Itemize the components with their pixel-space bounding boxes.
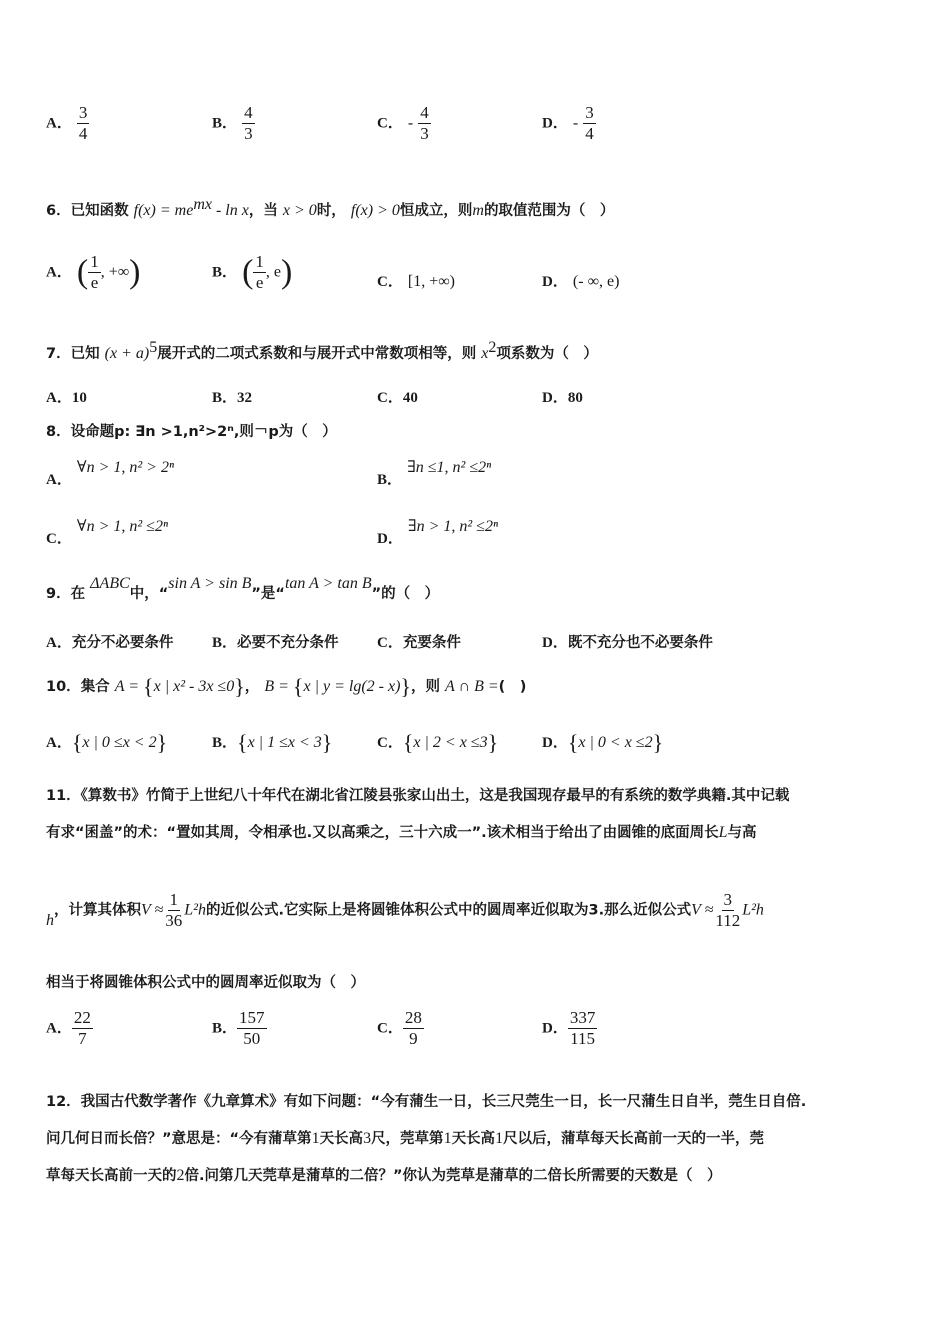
q7-stem: 7．已知 $(x + a)^5$展开式的二项式系数和与展开式中常数项相等，则 $x^2$项系数为（ ） — [46, 339, 598, 362]
q11-option-d[interactable]: D． $\frac{337}{115}$ — [542, 1008, 596, 1048]
q8-stem: 8．设命题p: ∃n >1,n²>2ⁿ,则￢p为（ ） — [46, 424, 337, 440]
q7-option-a[interactable]: A．10 — [46, 390, 87, 406]
q8-option-b[interactable]: B． ∃n ≤1, n² ≤2ⁿ — [377, 459, 492, 488]
q8-option-a[interactable]: A． ∀n > 1, n² > 2ⁿ — [46, 459, 174, 488]
q10-option-b[interactable]: B．{x | 1 ≤x < 3} — [212, 730, 333, 755]
option-label: B． — [212, 115, 238, 132]
option-label: C． — [377, 115, 403, 132]
q9-option-b[interactable]: B．必要不充分条件 — [212, 635, 339, 651]
q12-line-1: 12．我国古代数学著作《九章算术》有如下问题：“今有蒲生一日，长三尺莞生一日，长一尺蒲生日自半，莞生日自倍. — [46, 1094, 807, 1110]
q11-line-4: 相当于将圆锥体积公式中的圆周率近似取为（ ） — [46, 975, 365, 991]
q12-line-2: 问几何日而长倍？”意思是：“今有蒲草第1天长高3尺，莞草第1天长高1尺以后，蒲草每天长高前一天的一半，莞 — [46, 1130, 765, 1147]
fraction: $\frac{157}{50}$ — [239, 1008, 265, 1048]
fraction: $\frac{4}{3}$ — [244, 103, 253, 143]
q9-option-d[interactable]: D．既不充分也不必要条件 — [542, 635, 713, 651]
q10-option-d[interactable]: D．{x | 0 < x ≤2} — [542, 730, 664, 755]
fraction: $\frac{1}{36}$ — [165, 890, 183, 930]
fraction: $\frac{3}{112}$ — [715, 890, 741, 930]
q8-option-c[interactable]: C． ∀n > 1, n² ≤2ⁿ — [46, 518, 168, 547]
q6-option-c[interactable]: C． [1, +∞) — [377, 273, 455, 290]
q9-option-c[interactable]: C．充要条件 — [377, 635, 461, 651]
fraction: $\frac{3}{4}$ — [78, 103, 88, 143]
q7-option-b[interactable]: B．32 — [212, 390, 253, 406]
q7-option-c[interactable]: C．40 — [377, 390, 418, 406]
q10-stem: 10．集合 A = {x | x² - 3x ≤0}， B = {x | y = lg(2 - x)}，则 A ∩ B =( ) — [46, 674, 527, 699]
q11-option-c[interactable]: C． $\frac{28}{9}$ — [377, 1008, 422, 1048]
q6-option-a[interactable]: A． ( $\frac{1}{e}$ , +∞) — [46, 252, 141, 292]
q11-option-a[interactable]: A． $\frac{22}{7}$ — [46, 1008, 91, 1048]
fraction: $\frac{337}{115}$ — [569, 1008, 596, 1048]
q5-option-c[interactable]: C． - $\frac{4}{3}$ — [377, 103, 429, 143]
q6-stem: 6．已知函数 $f(x) = me^{mx} - \ln x$，当 x > 0时， f(x) > 0恒成立，则m的取值范围为（ ） — [46, 196, 615, 219]
q7-option-d[interactable]: D．80 — [542, 390, 583, 406]
q8-option-d[interactable]: D． ∃n > 1, n² ≤2ⁿ — [377, 518, 498, 547]
q12-line-3: 草每天长高前一天的2倍.问第几天莞草是蒲草的二倍？”你认为莞草是蒲草的二倍长所需要的天数是（ ） — [46, 1167, 722, 1184]
q11-line-3: h，计算其体积V ≈ $\frac{1}{36}$ L²h的近似公式.它实际上是将圆锥体积公式中的圆周率近似取为3.那么近似公式V ≈ $\frac{3}{112}$ L²h — [46, 890, 764, 930]
option-label: A． — [46, 115, 72, 132]
fraction: $\frac{28}{9}$ — [404, 1008, 422, 1048]
q11-line-1: 11．《算数书》竹简于上世纪八十年代在湖北省江陵县张家山出土，这是我国现存最早的有系统的数学典籍.其中记载 — [46, 788, 790, 804]
q6-option-d[interactable]: D． (- ∞, e) — [542, 273, 620, 290]
q9-stem: 9．在 ΔABC中，“sin A > sin B”是“tan A > tan B”的（ ） — [46, 575, 440, 602]
fraction: $\frac{22}{7}$ — [73, 1008, 91, 1048]
q11-line-2: 有求“囷盖”的术：“置如其周，令相承也.又以高乘之，三十六成一”.该术相当于给出了由圆锥的底面周长L与高 — [46, 824, 757, 841]
q6-option-b[interactable]: B． ( $\frac{1}{e}$ , e) — [212, 252, 293, 292]
q5-option-a[interactable] — [46, 103, 89, 144]
fraction: $\frac{1}{e}$ — [255, 252, 264, 292]
q10-option-c[interactable]: C．{x | 2 < x ≤3} — [377, 730, 499, 755]
option-label: D． — [542, 115, 568, 132]
q10-option-a[interactable]: A．{x | 0 ≤x < 2} — [46, 730, 168, 755]
fraction: $\frac{4}{3}$ — [420, 103, 429, 143]
q5-option-d[interactable]: D． - $\frac{3}{4}$ — [542, 103, 594, 143]
fraction: $\frac{3}{4}$ — [585, 103, 594, 143]
fraction: $\frac{1}{e}$ — [90, 252, 99, 292]
q11-option-b[interactable]: B． $\frac{157}{50}$ — [212, 1008, 265, 1048]
q5-option-b[interactable] — [212, 103, 255, 144]
q9-option-a[interactable]: A．充分不必要条件 — [46, 635, 174, 651]
